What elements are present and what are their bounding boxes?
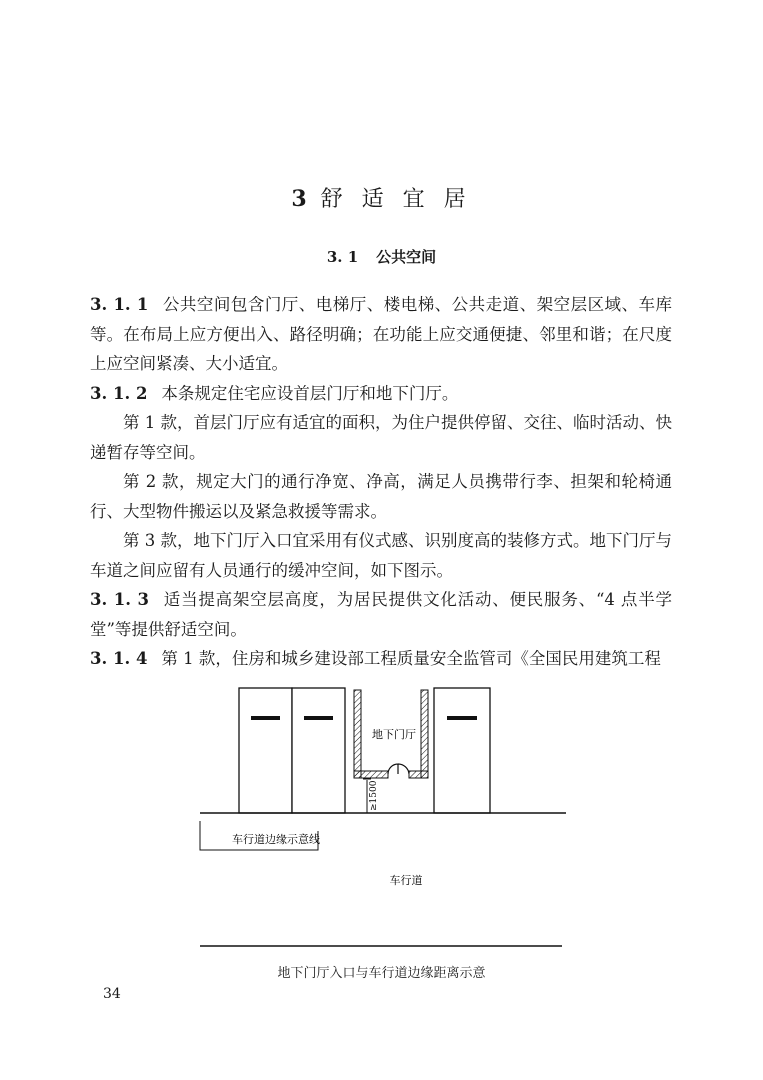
clause-text: 公共空间包含门厅、电梯厅、楼电梯、公共走道、架空层区域、车库等。在布局上应方便出入、路径明确；在功能上应交通便捷、邻里和谐；在尺度上应空间紧凑、大小适宜。 <box>90 295 673 373</box>
clause-3-1-2 <box>90 379 672 409</box>
clause-3-1-2-item-2: 第 2 款，规定大门的通行净宽、净高，满足人员携带行李、担架和轮椅通行、大型物件搬运以及紧急救援等需求。 <box>90 472 672 521</box>
building-block-1 <box>239 688 292 813</box>
section-name: 公共空间 <box>376 248 437 266</box>
distance-label: ≥1500 <box>369 780 379 811</box>
clause-3-1-4 <box>90 644 672 674</box>
lobby-wall-left <box>354 690 361 778</box>
section-number: 3. 1 <box>326 248 359 266</box>
clause-number: 3. 1. 4 <box>90 649 148 668</box>
lobby-wall-bottom-right <box>409 771 428 778</box>
clause-text: 第 1 款，住房和城乡建设部工程质量安全监管司《全国民用建筑工程 <box>161 649 661 668</box>
lobby-label: 地下门厅 <box>372 728 416 741</box>
clause-text: 本条规定住宅应设首层门厅和地下门厅。 <box>161 383 459 403</box>
lobby-wall-right <box>421 690 428 778</box>
body-text <box>90 290 672 674</box>
clause-3-1-2-item-1: 第 1 款，首层门厅应有适宜的面积，为住户提供停留、交往、临时活动、快递暂存等空间。 <box>90 413 672 462</box>
building-block-2 <box>292 688 345 813</box>
clause-text: 适当提高架空层高度，为居民提供文化活动、便民服务、“4 点半学堂”等提供舒适空间。 <box>90 590 672 639</box>
lobby-wall-bottom-left <box>354 771 388 778</box>
road-label: 车行道 <box>389 874 423 887</box>
clause-3-1-3 <box>90 585 672 644</box>
edge-label: 车行道边缘示意线 <box>232 833 320 846</box>
lobby-diagram <box>196 680 566 955</box>
lobby-door-icon <box>388 764 409 774</box>
building-block-3 <box>434 688 490 813</box>
building-window-3 <box>447 716 477 720</box>
clause-3-1-1 <box>90 290 672 379</box>
page-number: 34 <box>103 986 121 1002</box>
building-window-2 <box>304 716 333 720</box>
chapter-title <box>0 182 763 213</box>
clause-number: 3. 1. 2 <box>90 383 148 403</box>
section-title <box>0 246 763 267</box>
figure-caption: 地下门厅入口与车行道边缘距离示意 <box>277 966 486 981</box>
building-window-1 <box>251 716 280 720</box>
clause-number: 3. 1. 3 <box>90 590 149 609</box>
chapter-number: 3 <box>291 186 307 212</box>
clause-3-1-2-item-3: 第 3 款，地下门厅入口宜采用有仪式感、识别度高的装修方式。地下门厅与车道之间应留有人员通行的缓冲空间，如下图示。 <box>90 531 672 580</box>
clause-number: 3. 1. 1 <box>90 295 149 314</box>
chapter-name: 舒 适 宜 居 <box>320 187 472 212</box>
